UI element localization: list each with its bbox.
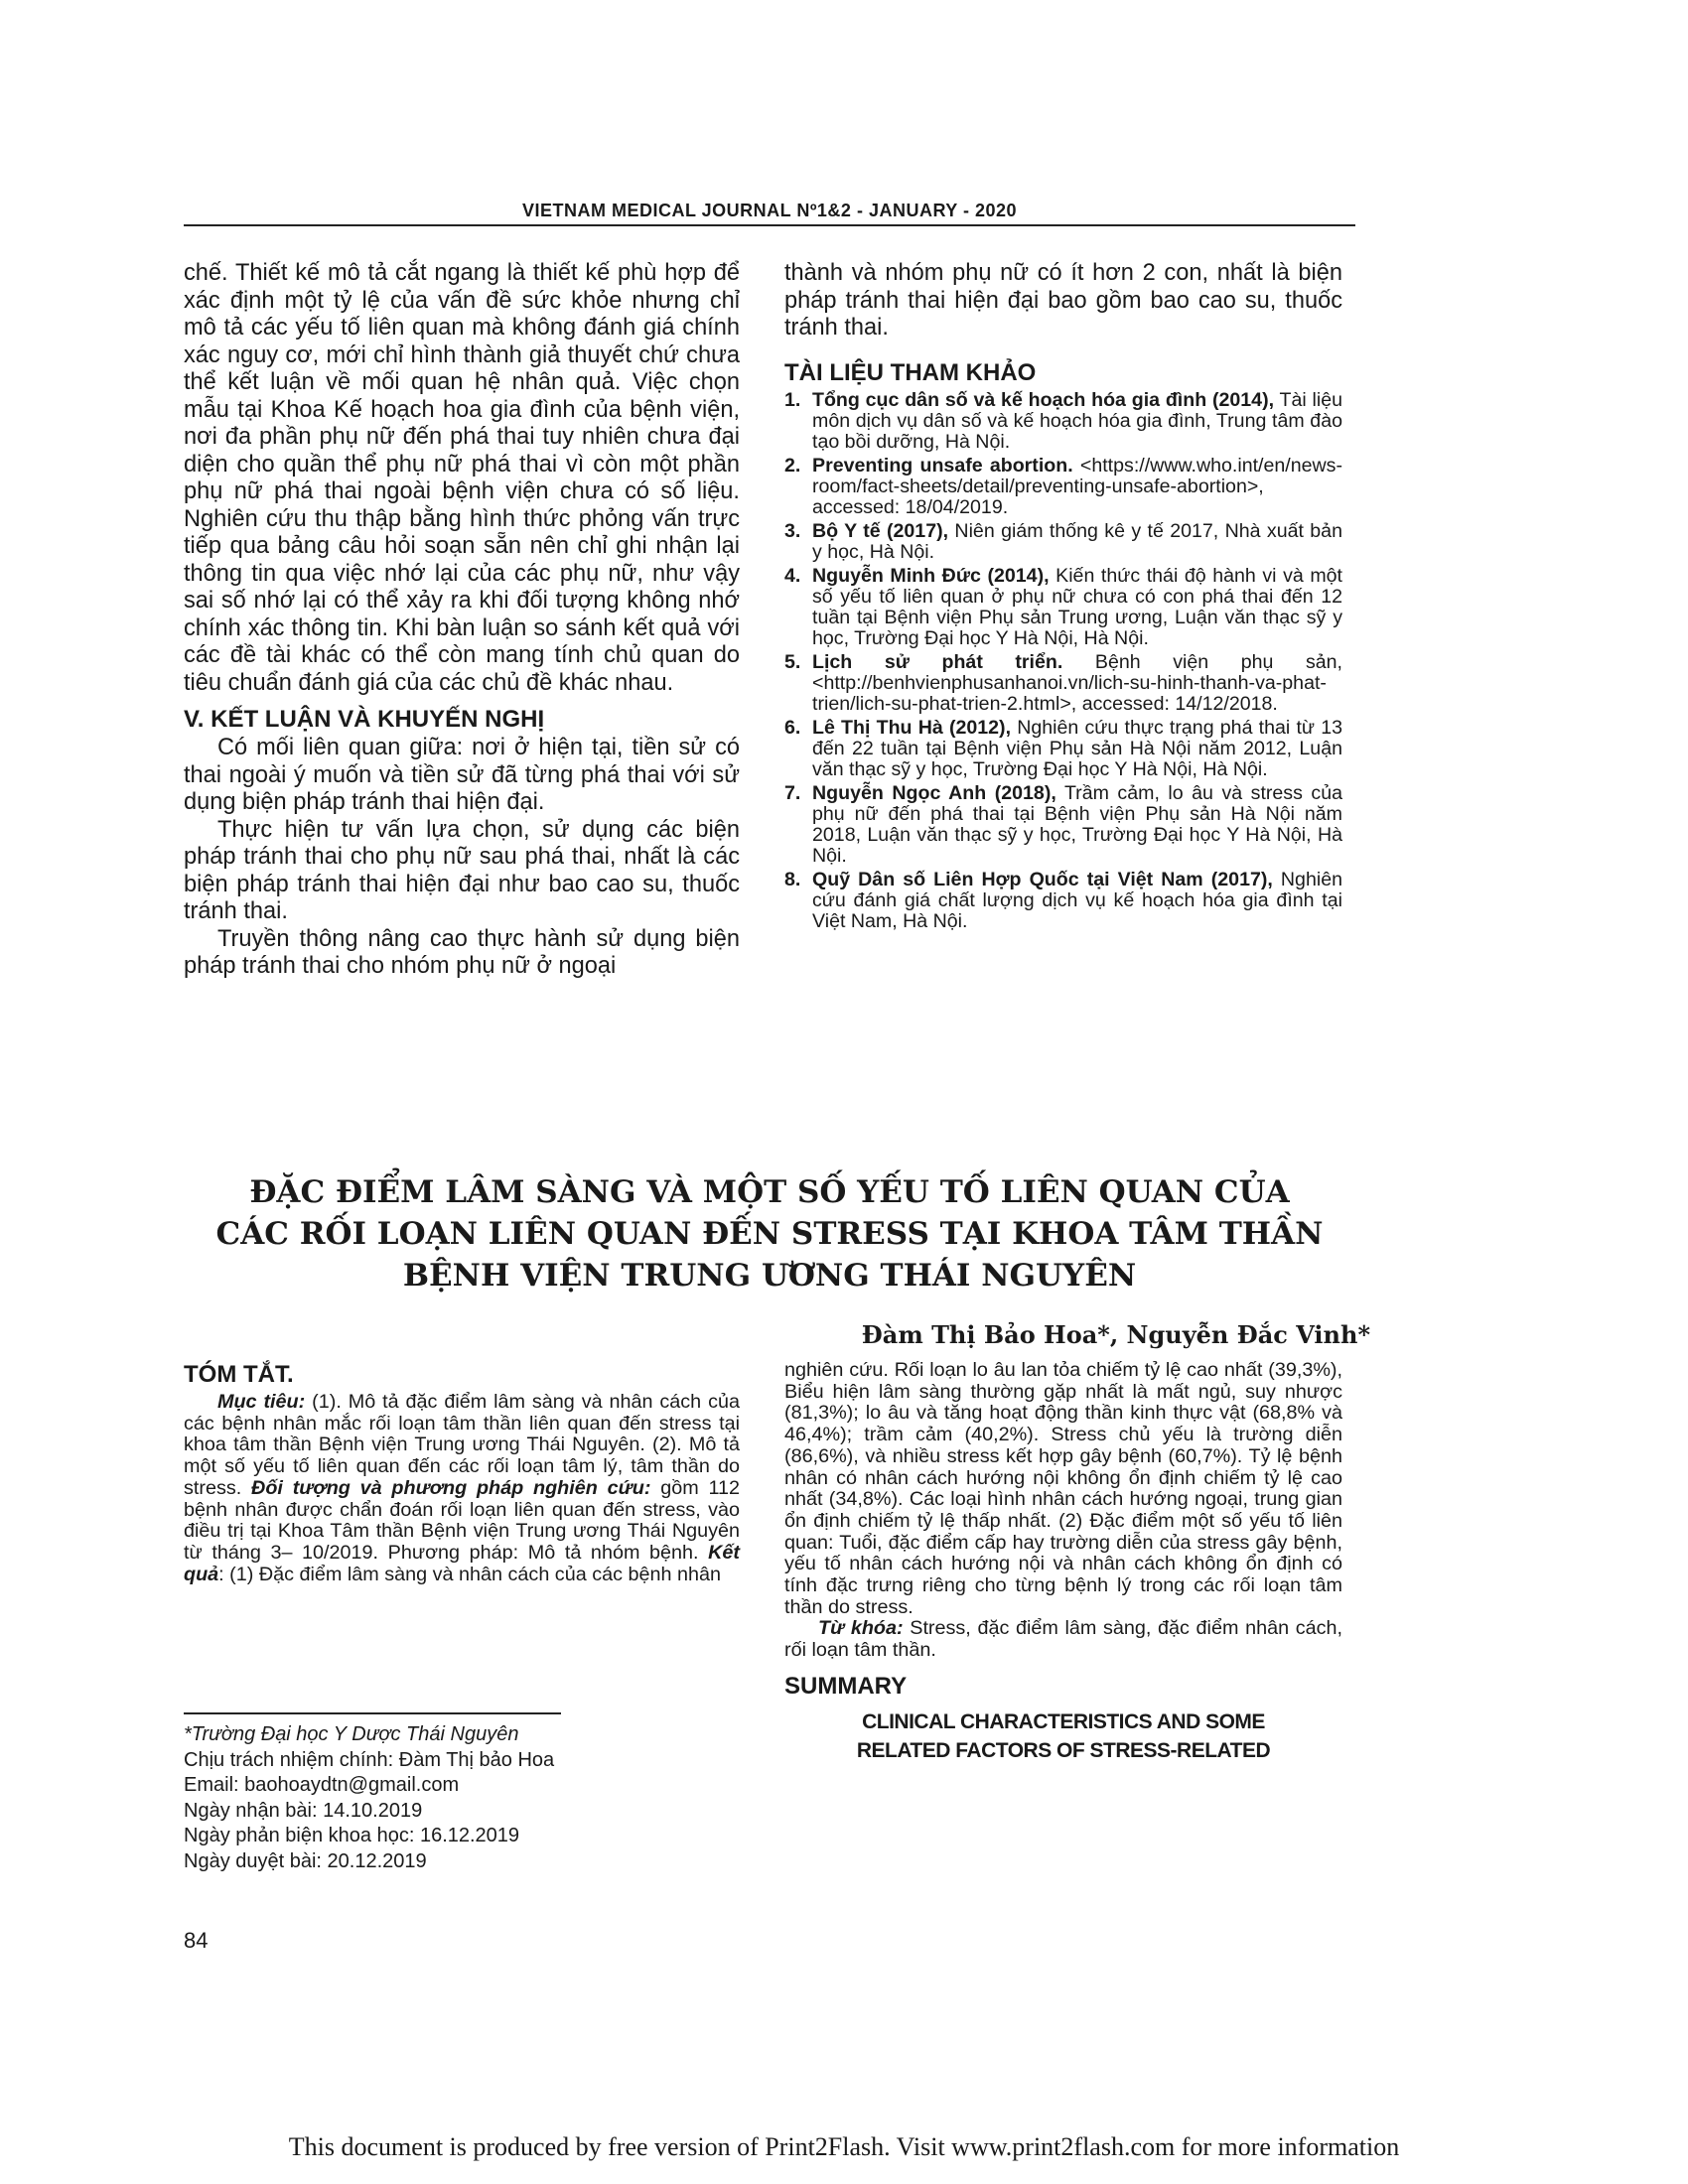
conclusion-paragraph-2: Thực hiện tư vấn lựa chọn, sử dụng các biện pháp tránh thai cho phụ nữ sau phá thai, nhất là các biện pháp tránh thai hiện đại như bao cao su, thuốc tránh thai. xyxy=(184,816,740,924)
reference-item: 8. Quỹ Dân số Liên Hợp Quốc tại Việt Nam (2017), Nghiên cứu đánh giá chất lượng dịch vụ kế hoạch hóa gia đình tại Việt Nam, Hà Nội. xyxy=(784,868,1342,932)
article-title-line-3: BỆNH VIỆN TRUNG ƯƠNG THÁI NGUYÊN xyxy=(402,1258,1137,1294)
footnote xyxy=(184,1722,554,1875)
watermark-footer: This document is produced by free version of Print2Flash. Visit www.print2flash.com for more information xyxy=(288,2132,1400,2161)
abstract-heading: TÓM TẮT. xyxy=(184,1361,294,1388)
conclusion-heading: V. KẾT LUẬN VÀ KHUYẾN NGHỊ xyxy=(184,706,545,733)
reference-list xyxy=(784,390,1342,932)
footnote-approved: Ngày duyệt bài: 20.12.2019 xyxy=(184,1849,427,1872)
page-number: 84 xyxy=(184,1928,209,1953)
limitations-paragraph: chế. Thiết kế mô tả cắt ngang là thiết kế phù hợp để xác định một tỷ lệ của vấn đề sức khỏe nhưng chỉ mô tả các yếu tố liên quan mà không đánh giá chính xác nguy cơ, mới chỉ hình thành giả thuyết chứ chưa thể kết luận về mối quan hệ nhân quả. Việc chọn mẫu tại Khoa Kế hoạch hoa gia đình của bệnh viện, nơi đa phần phụ nữ đến phá thai tuy nhiên chưa đại diện cho quần thể phụ nữ phá thai vì còn một phần phụ nữ phá thai ngoài bệnh viện chưa có số liệu. Nghiên cứu thu thập bằng hình thức phỏng vấn trực tiếp qua bảng câu hỏi soạn sẵn nên chỉ ghi nhận lại thông tin qua việc nhớ lại của các phụ nữ, như vậy sai số nhớ lại có thể xảy ra khi đối tượng không nhớ chính xác thông tin. Khi bàn luận so sánh kết quả với các đề tài khác có thể còn mang tính chủ quan do tiêu chuẩn đánh giá của các chủ đề khác nhau. xyxy=(184,260,740,696)
abstract-left-column xyxy=(184,1360,740,1585)
footnote-received: Ngày nhận bài: 14.10.2019 xyxy=(184,1799,423,1822)
header-rule xyxy=(184,224,1355,226)
conclusion-paragraph-1: Có mối liên quan giữa: nơi ở hiện tại, tiền sử có thai ngoài ý muốn và tiền sử đã từng phá thai với sử dụng biện pháp tránh thai hiện đại. xyxy=(184,735,740,815)
reference-item: 2. Preventing unsafe abortion. <https://www.who.int/en/news-room/fact-sheets/detail/preventing-unsafe-abortion>, accessed: 18/04/2019. xyxy=(784,454,1342,518)
upper-left-column xyxy=(184,260,740,981)
reference-item: 1. Tổng cục dân số và kế hoạch hóa gia đình (2014), Tài liệu môn dịch vụ dân số và kế hoạch hóa gia đình, Trung tâm đào tạo bồi dưỡng, Hà Nội. xyxy=(784,388,1342,453)
abstract-right-column xyxy=(784,1360,1342,1765)
reference-item: 6. Lê Thị Thu Hà (2012), Nghiên cứu thực trạng phá thai từ 13 đến 22 tuần tại Bệnh viện Phụ sản Hà Nội năm 2012, Luận văn thạc sỹ y học, Trường Đại học Y Hà Nội, Hà Nội. xyxy=(784,716,1342,780)
footnote-email: Email: baohoaydtn@gmail.com xyxy=(184,1774,460,1797)
abstract-results-paragraph: nghiên cứu. Rối loạn lo âu lan tỏa chiếm tỷ lệ cao nhất (39,3%), Biểu hiện lâm sàng thường gặp nhất là mất ngủ, suy nhược (81,3%); lo âu và tăng hoạt động thần kinh thực vật (68,8% và 46,4%); trầm cảm (40,2%). Stress chủ yếu là trường diễn (86,6%), và nhiều stress kết hợp gây bệnh (60,7%). Tỷ lệ bệnh nhân có nhân cách hướng nội không ổn định chiếm tỷ lệ cao nhất (34,8%). Các loại hình nhân cách hướng ngoại, trung gian ổn định chiếm tỷ lệ thấp nhất. (2) Đặc điểm một số yếu tố liên quan: Tuổi, đặc điểm cấp hay trường diễn của stress gây bệnh, yếu tố nhân cách hướng nội và nhân cách không ổn định có tính đặc trưng riêng cho từng bệnh lý trong các rối loạn tâm thần do stress. xyxy=(784,1359,1342,1618)
reference-item: 4. Nguyễn Minh Đức (2014), Kiến thức thái độ hành vi và một số yếu tố liên quan ở phụ nữ chưa có con phá thai đến 12 tuần tại Bệnh viện Phụ sản Trung ương, Luận văn thạc sỹ y học, Trường Đại học Y Hà Nội, Hà Nội. xyxy=(784,564,1342,649)
footnote-affiliation: *Trường Đại học Y Dược Thái Nguyên xyxy=(184,1723,519,1745)
footnote-rule xyxy=(184,1712,561,1714)
footnote-responsible: Chịu trách nhiệm chính: Đàm Thị bảo Hoa xyxy=(184,1748,555,1771)
conclusion-paragraph-3: Truyền thông nâng cao thực hành sử dụng biện pháp tránh thai cho nhóm phụ nữ ở ngoại xyxy=(184,925,740,979)
summary-title: CLINICAL CHARACTERISTICS AND SOME RELATED FACTORS OF STRESS-RELATED xyxy=(856,1709,1271,1762)
journal-header: VIETNAM MEDICAL JOURNAL Nº1&2 - JANUARY - 2020 xyxy=(522,201,1017,220)
article-title-line-1: ĐẶC ĐIỂM LÂM SÀNG VÀ MỘT SỐ YẾU TỐ LIÊN QUAN CỦA xyxy=(249,1174,1290,1210)
article-title-line-2: CÁC RỐI LOẠN LIÊN QUAN ĐẾN STRESS TẠI KHOA TÂM THẦN xyxy=(215,1216,1324,1252)
article-title xyxy=(184,1171,1355,1297)
references-heading: TÀI LIỆU THAM KHẢO xyxy=(784,358,1037,386)
upper-right-column xyxy=(784,260,1342,935)
conclusion-paragraph-cont: thành và nhóm phụ nữ có ít hơn 2 con, nhất là biện pháp tránh thai hiện đại bao gồm bao cao su, thuốc tránh thai. xyxy=(784,260,1342,341)
reference-item: 5. Lịch sử phát triển. Bệnh viện phụ sản, <http://benhvienphusanhanoi.vn/lich-su-hinh-thanh-va-phat-trien/lich-su-phat-trien-2.html>, accessed: 14/12/2018. xyxy=(784,650,1342,715)
footnote-reviewed: Ngày phản biện khoa học: 16.12.2019 xyxy=(184,1825,520,1847)
keywords-paragraph: Từ khóa: Stress, đặc điểm lâm sàng, đặc điểm nhân cách, rối loạn tâm thần. xyxy=(784,1617,1342,1662)
article-authors: Đàm Thị Bảo Hoa*, Nguyễn Đắc Vinh* xyxy=(861,1320,1370,1349)
reference-item: 3. Bộ Y tế (2017), Niên giám thống kê y tế 2017, Nhà xuất bản y học, Hà Nội. xyxy=(784,519,1342,563)
abstract-paragraph: Mục tiêu: (1). Mô tả đặc điểm lâm sàng và nhân cách của các bệnh nhân mắc rối loạn tâm thần liên quan đến stress tại khoa tâm thần Bệnh viện Trung ương Thái Nguyên. (2). Mô tả một số yếu tố liên quan đến các rối loạn tâm lý, tâm thần do stress. Đối tượng và phương pháp nghiên cứu: gồm 112 bệnh nhân được chẩn đoán rối loạn liên quan đến stress, vào điều trị tại Khoa Tâm thần Bệnh viện Trung ương Thái Nguyên từ tháng 3– 10/2019. Phương pháp: Mô tả nhóm bệnh. Kết quả: (1) Đặc điểm lâm sàng và nhân cách của các bệnh nhân xyxy=(184,1391,740,1585)
summary-heading: SUMMARY xyxy=(784,1672,908,1700)
reference-item: 7. Nguyễn Ngọc Anh (2018), Trầm cảm, lo âu và stress của phụ nữ đến phá thai tại Bệnh viện Phụ sản Hà Nội năm 2018, Luận văn thạc sỹ y học, Trường Đại học Y Hà Nội, Hà Nội. xyxy=(784,781,1342,867)
